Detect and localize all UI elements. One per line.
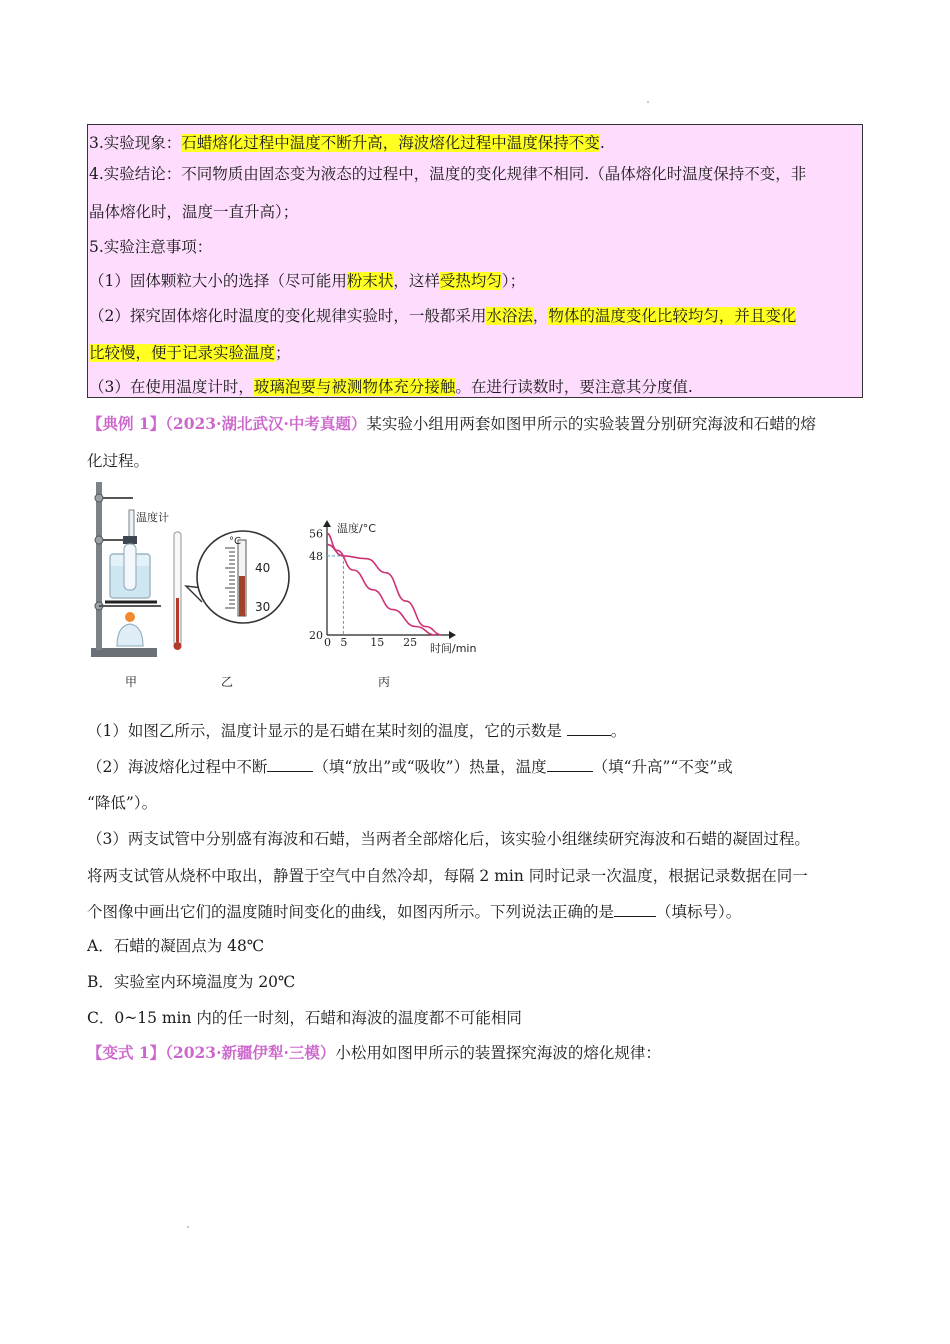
- graph-y-label: 温度/°C: [337, 522, 376, 535]
- question-3-line-3: [87, 902, 741, 922]
- note-1-a: （1）固体颗粒大小的选择（尽可能用: [89, 272, 347, 290]
- experiment-figure: [87, 478, 487, 692]
- option-b: B．实验室内环境温度为 20℃: [87, 973, 296, 991]
- note-3: [89, 377, 693, 397]
- question-2-line-2: “降低”）。: [87, 794, 158, 812]
- graph-y-arrow: [323, 520, 331, 527]
- question-2-b: （填“放出”或“吸收”）热量，温度: [313, 758, 547, 776]
- answer-blank-1[interactable]: [567, 721, 611, 736]
- question-1: [87, 721, 626, 741]
- example-line-1: [87, 414, 816, 434]
- question-2-c: （填“升高”“不变”或: [592, 758, 733, 776]
- note-3-highlight-contact: 玻璃泡要与被测物体充分接触: [253, 378, 456, 396]
- question-3-line-2: 将两支试管从烧杯中取出，静置于空气中自然冷却，每隔 2 min 同时记录一次温度，根据记录数据在同一: [87, 867, 808, 885]
- thermometer-bulb: [174, 642, 182, 650]
- scale-30: 30: [255, 600, 271, 614]
- figure-label-yi: 乙: [221, 675, 234, 689]
- series-line-shila: [327, 533, 435, 635]
- question-3-end: （填标号）。: [656, 903, 742, 921]
- graph-tick-56: 56: [309, 527, 323, 541]
- variant-label: 【变式 1】（2023·新疆伊犁·三模）: [87, 1043, 336, 1062]
- graph-tick-20: 20: [309, 629, 323, 642]
- note-2-line-1: [89, 306, 796, 326]
- graph-tick-x15: 15: [370, 636, 385, 649]
- note-1-highlight-powder: 粉末状: [346, 272, 394, 290]
- alcohol-lamp: [117, 624, 143, 646]
- answer-blank-3[interactable]: [547, 757, 593, 772]
- conclusion-line-2: 晶体熔化时，温度一直升高）；: [89, 203, 299, 221]
- page-dot-top: [647, 101, 649, 103]
- note-2-highlight-water-bath: 水浴法: [486, 307, 533, 325]
- thermometer-liquid: [176, 598, 179, 642]
- notes-title: 5.实验注意事项：: [89, 238, 213, 256]
- answer-blank-4[interactable]: [614, 902, 656, 917]
- clamp-knob-mid: [95, 536, 103, 544]
- variant-line: [87, 1043, 661, 1063]
- thermometer-label: 温度计: [136, 511, 169, 524]
- graph-tick-48: 48: [309, 549, 323, 563]
- note-2-end: ；: [275, 344, 291, 362]
- question-2-line-1: [87, 757, 733, 777]
- note-2-a: （2）探究固体熔化时温度的变化规律实验时，一般都采用: [89, 307, 487, 325]
- graph-x-label: 时间/min: [430, 642, 477, 655]
- test-tube: [124, 544, 136, 590]
- scale-unit: °C: [229, 536, 241, 547]
- example-line-2: 化过程。: [87, 452, 150, 470]
- tube-clamp: [123, 536, 137, 544]
- graph-bing: [309, 520, 476, 689]
- figure-label-jia: 甲: [125, 675, 138, 689]
- phenomenon-suffix: .: [599, 134, 605, 152]
- question-3-text: 个图像中画出它们的温度随时间变化的曲线，如图丙所示。下列说法正确的是: [87, 903, 615, 921]
- question-3-line-1: （3）两支试管中分别盛有海波和石蜡，当两者全部熔化后，该实验小组继续研究海波和石蜡的凝固过程。: [87, 830, 810, 848]
- variant-text: 小松用如图甲所示的装置探究海波的熔化规律：: [335, 1044, 661, 1062]
- note-1-highlight-uniform: 受热均匀: [439, 272, 502, 290]
- figure-label-bing: 丙: [378, 675, 391, 689]
- note-1-e: ）；: [501, 272, 526, 290]
- figure-svg: [87, 478, 487, 692]
- note-1-c: ，这样: [393, 272, 440, 290]
- scale-40: 40: [255, 561, 271, 575]
- question-2-a: （2）海波熔化过程中不断: [87, 758, 268, 776]
- summary-box: [87, 124, 863, 398]
- option-a: A．石蜡的凝固点为 48℃: [87, 937, 265, 955]
- graph-x-arrow: [449, 631, 456, 639]
- note-3-a: （3）在使用温度计时，: [89, 378, 254, 396]
- option-c: C．0~15 min 内的任一时刻，石蜡和海波的温度都不可能相同: [87, 1009, 522, 1027]
- stand-rod: [96, 482, 102, 650]
- note-1: [89, 271, 525, 291]
- phenomenon-highlight: 石蜡熔化过程中温度不断升高，海波熔化过程中温度保持不变: [181, 134, 600, 152]
- question-1-end: 。: [610, 722, 627, 740]
- answer-blank-2[interactable]: [267, 757, 313, 772]
- apparatus-jia: [91, 482, 169, 689]
- question-1-text: （1）如图乙所示，温度计显示的是石蜡在某时刻的温度，它的示数是: [87, 722, 567, 740]
- thermometer-yi: [174, 531, 290, 689]
- example-text: 某实验小组用两套如图甲所示的实验装置分别研究海波和石蜡的熔: [366, 415, 816, 433]
- page-dot-bottom: [187, 1226, 189, 1228]
- flame: [125, 612, 135, 622]
- phenomenon-prefix: 3.实验现象：: [89, 134, 182, 152]
- clamp-knob-top: [95, 494, 103, 502]
- note-2-c: ，: [532, 307, 549, 325]
- example-label: 【典例 1】（2023·湖北武汉·中考真题）: [87, 414, 367, 433]
- note-2-highlight-uniform-change: 物体的温度变化比较均匀，并且变化: [548, 307, 797, 325]
- phenomenon-line: [89, 133, 605, 153]
- conclusion-line-1: 4.实验结论：不同物质由固态变为液态的过程中，温度的变化规律不相同.（晶体熔化时温度保持不变，非: [89, 165, 807, 183]
- note-3-c: 。在进行读数时，要注意其分度值.: [455, 378, 693, 396]
- note-2-highlight-slow: 比较慢，便于记录实验温度: [89, 344, 276, 362]
- graph-tick-x25: 25: [403, 636, 418, 649]
- magnified-liquid: [239, 576, 245, 616]
- graph-tick-x0: 0: [324, 636, 331, 649]
- note-2-line-2: [89, 343, 291, 363]
- graph-tick-x5: 5: [340, 636, 348, 649]
